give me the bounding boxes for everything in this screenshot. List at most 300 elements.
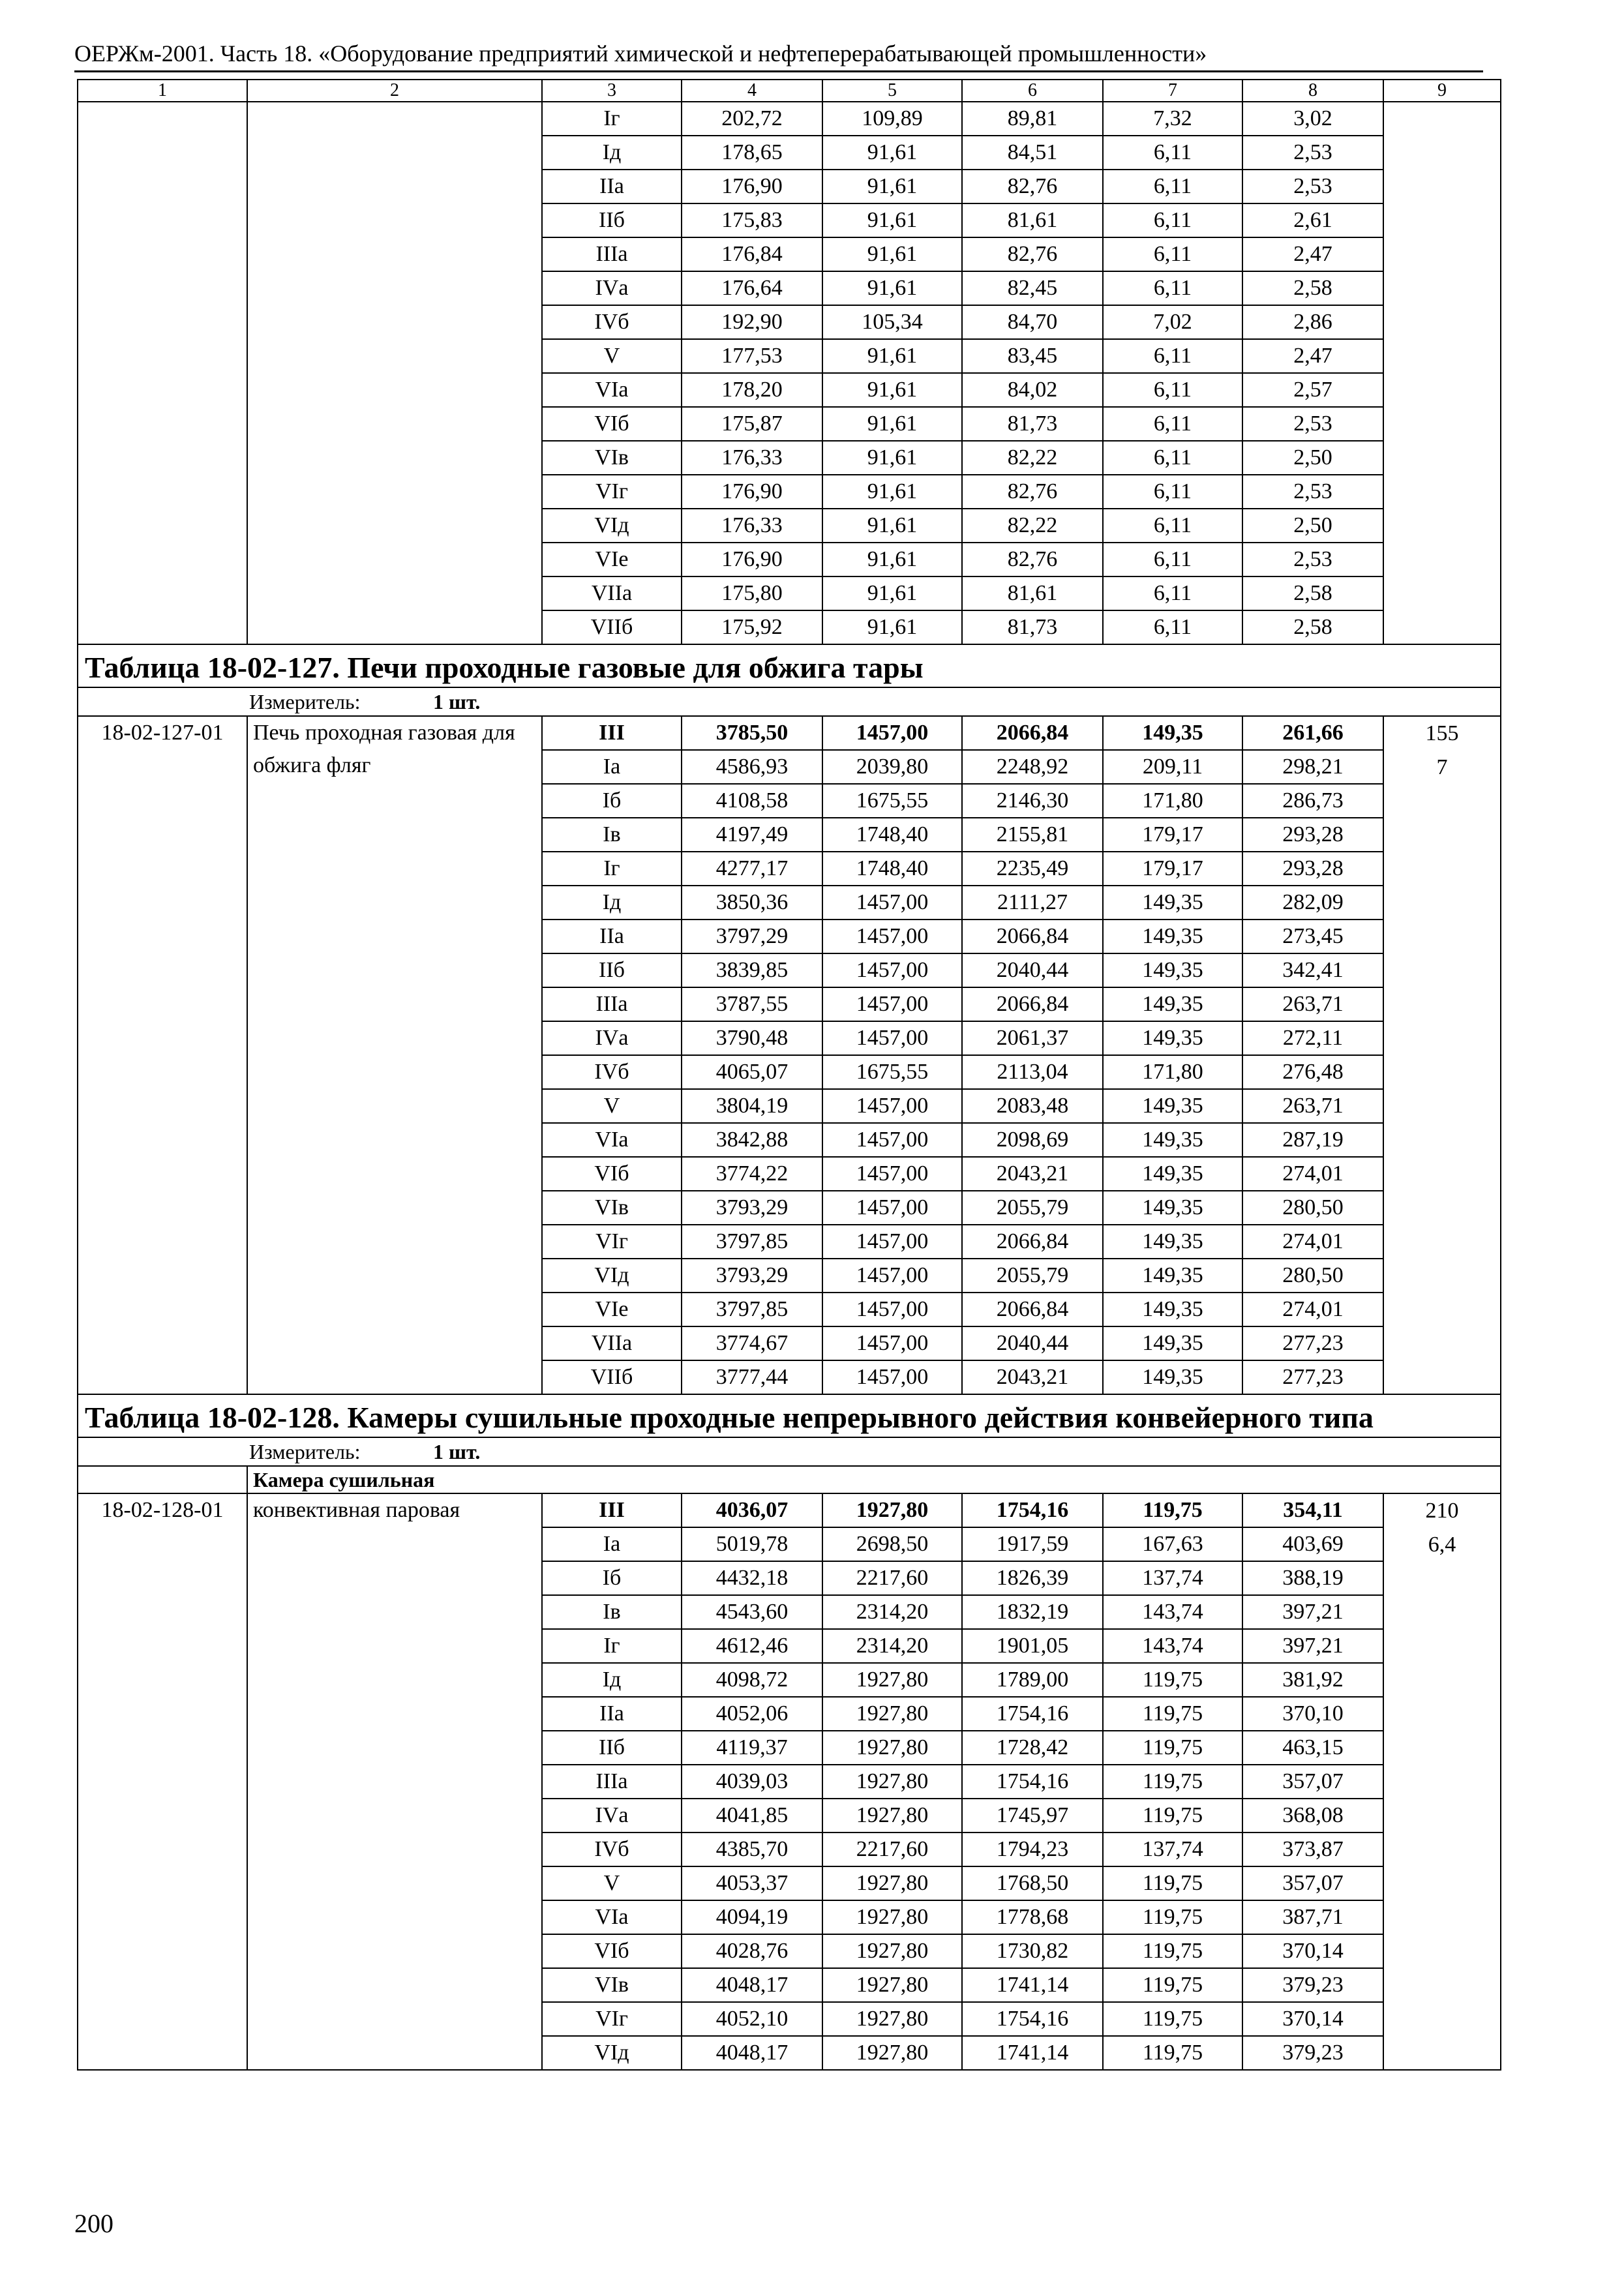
value-cell-c6: 1754,16 xyxy=(962,2002,1103,2036)
value-cell-c6: 84,70 xyxy=(962,305,1103,339)
zone-cell: VIб xyxy=(542,407,682,441)
value-cell-c7: 119,75 xyxy=(1103,2036,1242,2070)
zone-cell: IVа xyxy=(542,1021,682,1055)
value-cell-c8: 273,45 xyxy=(1242,920,1383,953)
value-cell-c6: 2066,84 xyxy=(962,987,1103,1021)
value-cell-c6: 2066,84 xyxy=(962,920,1103,953)
value-cell-c7: 119,75 xyxy=(1103,1731,1242,1765)
value-cell-c5: 105,34 xyxy=(822,305,962,339)
column-number: 6 xyxy=(962,80,1103,102)
value-cell-c6: 1832,19 xyxy=(962,1595,1103,1629)
zone-cell: IIа xyxy=(542,1697,682,1731)
value-cell-c6: 2043,21 xyxy=(962,1360,1103,1394)
value-cell-c5: 91,61 xyxy=(822,237,962,271)
value-cell-c4: 3774,22 xyxy=(682,1157,822,1191)
value-cell-c5: 109,89 xyxy=(822,102,962,136)
zone-cell: Iа xyxy=(542,750,682,784)
zone-cell: VIIб xyxy=(542,1360,682,1394)
value-cell-c8: 261,66 xyxy=(1242,716,1383,750)
value-cell-c4: 176,33 xyxy=(682,441,822,475)
group-label: Камера сушильная xyxy=(247,1466,1501,1493)
value-cell-c8: 370,14 xyxy=(1242,1934,1383,1968)
value-cell-c8: 403,69 xyxy=(1242,1527,1383,1561)
value-cell-c4: 3774,67 xyxy=(682,1326,822,1360)
value-cell-c4: 175,87 xyxy=(682,407,822,441)
value-cell-c4: 3804,19 xyxy=(682,1089,822,1123)
value-cell-c8: 342,41 xyxy=(1242,953,1383,987)
value-cell-c4: 4052,06 xyxy=(682,1697,822,1731)
value-cell-c7: 6,11 xyxy=(1103,237,1242,271)
value-cell-c5: 1457,00 xyxy=(822,987,962,1021)
value-cell-c5: 91,61 xyxy=(822,203,962,237)
value-cell-c6: 1754,16 xyxy=(962,1493,1103,1527)
value-cell-c5: 1927,80 xyxy=(822,1765,962,1799)
zone-cell: VIе xyxy=(542,543,682,576)
value-cell-c4: 4432,18 xyxy=(682,1561,822,1595)
value-cell-c7: 6,11 xyxy=(1103,543,1242,576)
zone-cell: V xyxy=(542,1089,682,1123)
value-cell-c5: 1927,80 xyxy=(822,1697,962,1731)
value-cell-c6: 83,45 xyxy=(962,339,1103,373)
value-cell-c4: 3797,29 xyxy=(682,920,822,953)
value-cell-c4: 4612,46 xyxy=(682,1629,822,1663)
value-cell-c6: 2155,81 xyxy=(962,818,1103,852)
value-cell-c7: 149,35 xyxy=(1103,1225,1242,1259)
zone-cell: V xyxy=(542,339,682,373)
value-cell-c4: 4028,76 xyxy=(682,1934,822,1968)
zone-cell: Iг xyxy=(542,1629,682,1663)
column-9-value: 210 xyxy=(1425,1499,1459,1523)
value-cell-c5: 1457,00 xyxy=(822,1123,962,1157)
zone-cell: Iа xyxy=(542,1527,682,1561)
value-cell-c5: 1675,55 xyxy=(822,784,962,818)
value-cell-c5: 1748,40 xyxy=(822,852,962,886)
value-cell-c5: 1675,55 xyxy=(822,1055,962,1089)
zone-cell: Iг xyxy=(542,102,682,136)
zone-cell: IVа xyxy=(542,271,682,305)
value-cell-c7: 149,35 xyxy=(1103,716,1242,750)
value-cell-c6: 2040,44 xyxy=(962,953,1103,987)
value-cell-c8: 2,53 xyxy=(1242,170,1383,203)
zone-cell: Iб xyxy=(542,784,682,818)
zone-cell: VIв xyxy=(542,1968,682,2002)
table-title: Таблица 18-02-127. Печи проходные газовые для обжига тары xyxy=(78,644,1501,687)
value-cell-c8: 293,28 xyxy=(1242,818,1383,852)
unit-cell xyxy=(78,687,1501,716)
value-cell-c5: 91,61 xyxy=(822,475,962,509)
value-cell-c7: 149,35 xyxy=(1103,1293,1242,1326)
value-cell-c6: 2040,44 xyxy=(962,1326,1103,1360)
value-cell-c4: 4041,85 xyxy=(682,1799,822,1833)
table-title: Таблица 18-02-128. Камеры сушильные проходные непрерывного действия конвейерного типа xyxy=(78,1394,1501,1437)
zone-cell: VIг xyxy=(542,2002,682,2036)
value-cell-c8: 263,71 xyxy=(1242,1089,1383,1123)
zone-cell: III xyxy=(542,1493,682,1527)
zone-cell: IVб xyxy=(542,1055,682,1089)
column-number: 9 xyxy=(1383,80,1501,102)
unit-label: Измеритель: xyxy=(249,689,361,713)
value-cell-c5: 91,61 xyxy=(822,509,962,543)
value-cell-c4: 3777,44 xyxy=(682,1360,822,1394)
value-cell-c8: 274,01 xyxy=(1242,1225,1383,1259)
value-cell-c5: 91,61 xyxy=(822,373,962,407)
value-cell-c5: 91,61 xyxy=(822,407,962,441)
value-cell-c8: 387,71 xyxy=(1242,1900,1383,1934)
value-cell-c4: 4586,93 xyxy=(682,750,822,784)
value-cell-c8: 397,21 xyxy=(1242,1595,1383,1629)
value-cell-c4: 176,90 xyxy=(682,475,822,509)
value-cell-c4: 3797,85 xyxy=(682,1225,822,1259)
value-cell-c5: 1927,80 xyxy=(822,2036,962,2070)
value-cell-c7: 149,35 xyxy=(1103,1157,1242,1191)
value-cell-c5: 1457,00 xyxy=(822,953,962,987)
value-cell-c5: 91,61 xyxy=(822,136,962,170)
zone-cell: IIб xyxy=(542,203,682,237)
value-cell-c8: 2,47 xyxy=(1242,339,1383,373)
value-cell-c4: 4119,37 xyxy=(682,1731,822,1765)
value-cell-c6: 2066,84 xyxy=(962,1293,1103,1326)
zone-cell: VIа xyxy=(542,1123,682,1157)
value-cell-c6: 1768,50 xyxy=(962,1866,1103,1900)
value-cell-c4: 176,64 xyxy=(682,271,822,305)
group-label-row xyxy=(78,1466,1501,1493)
value-cell-c6: 1901,05 xyxy=(962,1629,1103,1663)
value-cell-c8: 2,58 xyxy=(1242,271,1383,305)
value-cell-c7: 149,35 xyxy=(1103,1259,1242,1293)
value-cell-c7: 7,02 xyxy=(1103,305,1242,339)
value-cell-c4: 3842,88 xyxy=(682,1123,822,1157)
value-cell-c6: 2235,49 xyxy=(962,852,1103,886)
table-row xyxy=(78,716,1501,750)
zone-cell: Iд xyxy=(542,136,682,170)
value-cell-c6: 82,76 xyxy=(962,237,1103,271)
value-cell-c8: 463,15 xyxy=(1242,1731,1383,1765)
value-cell-c6: 2098,69 xyxy=(962,1123,1103,1157)
value-cell-c4: 178,20 xyxy=(682,373,822,407)
value-cell-c4: 178,65 xyxy=(682,136,822,170)
table-row xyxy=(78,1493,1501,1527)
value-cell-c8: 2,50 xyxy=(1242,509,1383,543)
page-header: ОЕРЖм-2001. Часть 18. «Оборудование предприятий химической и нефтеперерабатывающей промышленности» xyxy=(74,40,1207,67)
value-cell-c5: 1457,00 xyxy=(822,1293,962,1326)
value-cell-c7: 119,75 xyxy=(1103,1765,1242,1799)
table-title-row xyxy=(78,644,1501,687)
value-cell-c5: 1457,00 xyxy=(822,1360,962,1394)
value-cell-c6: 81,61 xyxy=(962,203,1103,237)
column-9-cell xyxy=(1383,102,1501,644)
value-cell-c8: 381,92 xyxy=(1242,1663,1383,1697)
value-cell-c8: 397,21 xyxy=(1242,1629,1383,1663)
value-cell-c4: 4053,37 xyxy=(682,1866,822,1900)
zone-cell: VIIа xyxy=(542,576,682,610)
value-cell-c8: 3,02 xyxy=(1242,102,1383,136)
value-cell-c4: 176,90 xyxy=(682,170,822,203)
value-cell-c5: 1457,00 xyxy=(822,1259,962,1293)
column-number: 7 xyxy=(1103,80,1242,102)
value-cell-c7: 119,75 xyxy=(1103,1934,1242,1968)
zone-cell: V xyxy=(542,1866,682,1900)
value-cell-c6: 1745,97 xyxy=(962,1799,1103,1833)
value-cell-c7: 149,35 xyxy=(1103,1191,1242,1225)
value-cell-c8: 293,28 xyxy=(1242,852,1383,886)
value-cell-c8: 2,53 xyxy=(1242,136,1383,170)
resource-name-cell: Печь проходная газовая для обжига фляг xyxy=(247,716,542,1394)
value-cell-c6: 2061,37 xyxy=(962,1021,1103,1055)
value-cell-c5: 1457,00 xyxy=(822,716,962,750)
zone-cell: IIа xyxy=(542,170,682,203)
value-cell-c8: 2,57 xyxy=(1242,373,1383,407)
value-cell-c5: 2217,60 xyxy=(822,1561,962,1595)
value-cell-c7: 6,11 xyxy=(1103,509,1242,543)
value-cell-c6: 81,73 xyxy=(962,407,1103,441)
zone-cell: VIб xyxy=(542,1934,682,1968)
value-cell-c4: 3793,29 xyxy=(682,1191,822,1225)
zone-cell: IIIа xyxy=(542,237,682,271)
zone-cell: IIб xyxy=(542,1731,682,1765)
value-cell-c6: 82,76 xyxy=(962,170,1103,203)
value-cell-c6: 1730,82 xyxy=(962,1934,1103,1968)
value-cell-c4: 4277,17 xyxy=(682,852,822,886)
value-cell-c5: 2314,20 xyxy=(822,1595,962,1629)
zone-cell: Iб xyxy=(542,1561,682,1595)
value-cell-c4: 3793,29 xyxy=(682,1259,822,1293)
column-9-value: 155 xyxy=(1425,721,1459,745)
value-cell-c5: 91,61 xyxy=(822,576,962,610)
value-cell-c4: 4094,19 xyxy=(682,1900,822,1934)
resource-name-cell xyxy=(247,102,542,644)
resource-name-cell: конвективная паровая xyxy=(247,1493,542,2070)
value-cell-c5: 1927,80 xyxy=(822,1799,962,1833)
zone-cell: VIIа xyxy=(542,1326,682,1360)
value-cell-c6: 2043,21 xyxy=(962,1157,1103,1191)
value-cell-c6: 81,73 xyxy=(962,610,1103,644)
value-cell-c8: 368,08 xyxy=(1242,1799,1383,1833)
value-cell-c7: 143,74 xyxy=(1103,1595,1242,1629)
value-cell-c7: 119,75 xyxy=(1103,1697,1242,1731)
value-cell-c8: 379,23 xyxy=(1242,2036,1383,2070)
zone-cell: VIIб xyxy=(542,610,682,644)
zone-cell: IIа xyxy=(542,920,682,953)
value-cell-c7: 6,11 xyxy=(1103,407,1242,441)
value-cell-c4: 4385,70 xyxy=(682,1833,822,1866)
value-cell-c7: 6,11 xyxy=(1103,170,1242,203)
zone-cell: VIд xyxy=(542,509,682,543)
value-cell-c5: 91,61 xyxy=(822,441,962,475)
zone-cell: VIа xyxy=(542,1900,682,1934)
unit-row xyxy=(78,1437,1501,1466)
value-cell-c7: 6,11 xyxy=(1103,576,1242,610)
value-cell-c5: 1927,80 xyxy=(822,2002,962,2036)
value-cell-c4: 177,53 xyxy=(682,339,822,373)
value-cell-c7: 119,75 xyxy=(1103,1663,1242,1697)
zone-cell: VIд xyxy=(542,1259,682,1293)
rates-table xyxy=(77,79,1501,2071)
value-cell-c6: 2055,79 xyxy=(962,1191,1103,1225)
value-cell-c8: 370,14 xyxy=(1242,2002,1383,2036)
value-cell-c4: 4052,10 xyxy=(682,2002,822,2036)
value-cell-c6: 82,76 xyxy=(962,475,1103,509)
value-cell-c5: 1457,00 xyxy=(822,1157,962,1191)
value-cell-c7: 7,32 xyxy=(1103,102,1242,136)
value-cell-c6: 2146,30 xyxy=(962,784,1103,818)
value-cell-c4: 4543,60 xyxy=(682,1595,822,1629)
value-cell-c5: 2217,60 xyxy=(822,1833,962,1866)
header-rule xyxy=(74,70,1483,72)
column-9-value: 6,4 xyxy=(1428,1533,1456,1557)
value-cell-c8: 357,07 xyxy=(1242,1866,1383,1900)
value-cell-c7: 119,75 xyxy=(1103,1493,1242,1527)
value-cell-c4: 176,84 xyxy=(682,237,822,271)
value-cell-c8: 298,21 xyxy=(1242,750,1383,784)
table-title-row xyxy=(78,1394,1501,1437)
unit-line xyxy=(78,1438,1500,1465)
value-cell-c6: 1728,42 xyxy=(962,1731,1103,1765)
value-cell-c7: 149,35 xyxy=(1103,987,1242,1021)
column-number: 2 xyxy=(247,80,542,102)
value-cell-c4: 3850,36 xyxy=(682,886,822,920)
zone-cell: VIа xyxy=(542,373,682,407)
value-cell-c6: 2066,84 xyxy=(962,716,1103,750)
column-9-cell xyxy=(1383,716,1501,1394)
value-cell-c6: 2111,27 xyxy=(962,886,1103,920)
zone-cell: IIIа xyxy=(542,987,682,1021)
value-cell-c7: 149,35 xyxy=(1103,920,1242,953)
value-cell-c6: 2083,48 xyxy=(962,1089,1103,1123)
value-cell-c7: 179,17 xyxy=(1103,818,1242,852)
value-cell-c5: 1457,00 xyxy=(822,1225,962,1259)
value-cell-c7: 179,17 xyxy=(1103,852,1242,886)
value-cell-c7: 6,11 xyxy=(1103,203,1242,237)
value-cell-c4: 4039,03 xyxy=(682,1765,822,1799)
resource-code-cell: 18-02-128-01 xyxy=(78,1493,247,2070)
value-cell-c8: 272,11 xyxy=(1242,1021,1383,1055)
value-cell-c7: 171,80 xyxy=(1103,784,1242,818)
value-cell-c8: 277,23 xyxy=(1242,1326,1383,1360)
value-cell-c4: 202,72 xyxy=(682,102,822,136)
zone-cell: VIб xyxy=(542,1157,682,1191)
zone-cell: IIIа xyxy=(542,1765,682,1799)
value-cell-c7: 143,74 xyxy=(1103,1629,1242,1663)
value-cell-c7: 209,11 xyxy=(1103,750,1242,784)
zone-cell: VIд xyxy=(542,2036,682,2070)
value-cell-c7: 119,75 xyxy=(1103,1866,1242,1900)
zone-cell: IVб xyxy=(542,1833,682,1866)
value-cell-c7: 149,35 xyxy=(1103,886,1242,920)
column-number-row xyxy=(78,80,1501,102)
column-number: 1 xyxy=(78,80,247,102)
unit-value: 1 шт. xyxy=(433,689,481,713)
value-cell-c5: 2314,20 xyxy=(822,1629,962,1663)
zone-cell: VIг xyxy=(542,1225,682,1259)
value-cell-c4: 4098,72 xyxy=(682,1663,822,1697)
value-cell-c5: 1927,80 xyxy=(822,1968,962,2002)
value-cell-c7: 149,35 xyxy=(1103,1021,1242,1055)
value-cell-c5: 91,61 xyxy=(822,339,962,373)
column-number: 5 xyxy=(822,80,962,102)
value-cell-c8: 282,09 xyxy=(1242,886,1383,920)
value-cell-c7: 6,11 xyxy=(1103,271,1242,305)
value-cell-c7: 167,63 xyxy=(1103,1527,1242,1561)
value-cell-c7: 6,11 xyxy=(1103,339,1242,373)
table-row xyxy=(78,102,1501,136)
value-cell-c7: 6,11 xyxy=(1103,136,1242,170)
value-cell-c6: 82,76 xyxy=(962,543,1103,576)
value-cell-c6: 82,45 xyxy=(962,271,1103,305)
value-cell-c5: 1457,00 xyxy=(822,920,962,953)
column-number: 3 xyxy=(542,80,682,102)
zone-cell: IVа xyxy=(542,1799,682,1833)
value-cell-c4: 4065,07 xyxy=(682,1055,822,1089)
zone-cell: IIб xyxy=(542,953,682,987)
value-cell-c8: 277,23 xyxy=(1242,1360,1383,1394)
value-cell-c8: 388,19 xyxy=(1242,1561,1383,1595)
value-cell-c6: 1789,00 xyxy=(962,1663,1103,1697)
value-cell-c5: 1748,40 xyxy=(822,818,962,852)
value-cell-c4: 5019,78 xyxy=(682,1527,822,1561)
value-cell-c6: 2066,84 xyxy=(962,1225,1103,1259)
group-empty-cell xyxy=(78,1466,247,1493)
value-cell-c4: 3839,85 xyxy=(682,953,822,987)
value-cell-c8: 2,58 xyxy=(1242,610,1383,644)
value-cell-c4: 4197,49 xyxy=(682,818,822,852)
value-cell-c7: 149,35 xyxy=(1103,1326,1242,1360)
value-cell-c4: 176,90 xyxy=(682,543,822,576)
value-cell-c8: 354,11 xyxy=(1242,1493,1383,1527)
value-cell-c5: 91,61 xyxy=(822,170,962,203)
value-cell-c5: 2039,80 xyxy=(822,750,962,784)
value-cell-c5: 2698,50 xyxy=(822,1527,962,1561)
value-cell-c5: 1457,00 xyxy=(822,1021,962,1055)
value-cell-c7: 119,75 xyxy=(1103,1968,1242,2002)
value-cell-c8: 274,01 xyxy=(1242,1157,1383,1191)
column-9-cell xyxy=(1383,1493,1501,2070)
value-cell-c8: 2,61 xyxy=(1242,203,1383,237)
value-cell-c4: 192,90 xyxy=(682,305,822,339)
column-number: 8 xyxy=(1242,80,1383,102)
value-cell-c5: 1457,00 xyxy=(822,1326,962,1360)
value-cell-c6: 1826,39 xyxy=(962,1561,1103,1595)
value-cell-c7: 171,80 xyxy=(1103,1055,1242,1089)
value-cell-c8: 2,50 xyxy=(1242,441,1383,475)
column-number: 4 xyxy=(682,80,822,102)
value-cell-c8: 2,58 xyxy=(1242,576,1383,610)
value-cell-c6: 1754,16 xyxy=(962,1765,1103,1799)
value-cell-c8: 2,53 xyxy=(1242,543,1383,576)
zone-cell: Iв xyxy=(542,818,682,852)
value-cell-c6: 2055,79 xyxy=(962,1259,1103,1293)
value-cell-c4: 4036,07 xyxy=(682,1493,822,1527)
value-cell-c5: 1457,00 xyxy=(822,1089,962,1123)
value-cell-c7: 119,75 xyxy=(1103,2002,1242,2036)
rates-table-body xyxy=(78,80,1501,2070)
unit-cell xyxy=(78,1437,1501,1466)
value-cell-c6: 1754,16 xyxy=(962,1697,1103,1731)
zone-cell: Iд xyxy=(542,886,682,920)
zone-cell: IVб xyxy=(542,305,682,339)
value-cell-c5: 91,61 xyxy=(822,543,962,576)
value-cell-c7: 6,11 xyxy=(1103,475,1242,509)
value-cell-c5: 1457,00 xyxy=(822,1191,962,1225)
value-cell-c8: 2,53 xyxy=(1242,475,1383,509)
value-cell-c8: 2,53 xyxy=(1242,407,1383,441)
value-cell-c7: 137,74 xyxy=(1103,1561,1242,1595)
value-cell-c5: 91,61 xyxy=(822,271,962,305)
value-cell-c5: 1457,00 xyxy=(822,886,962,920)
value-cell-c5: 1927,80 xyxy=(822,1866,962,1900)
value-cell-c6: 2113,04 xyxy=(962,1055,1103,1089)
value-cell-c8: 280,50 xyxy=(1242,1259,1383,1293)
value-cell-c6: 1741,14 xyxy=(962,2036,1103,2070)
